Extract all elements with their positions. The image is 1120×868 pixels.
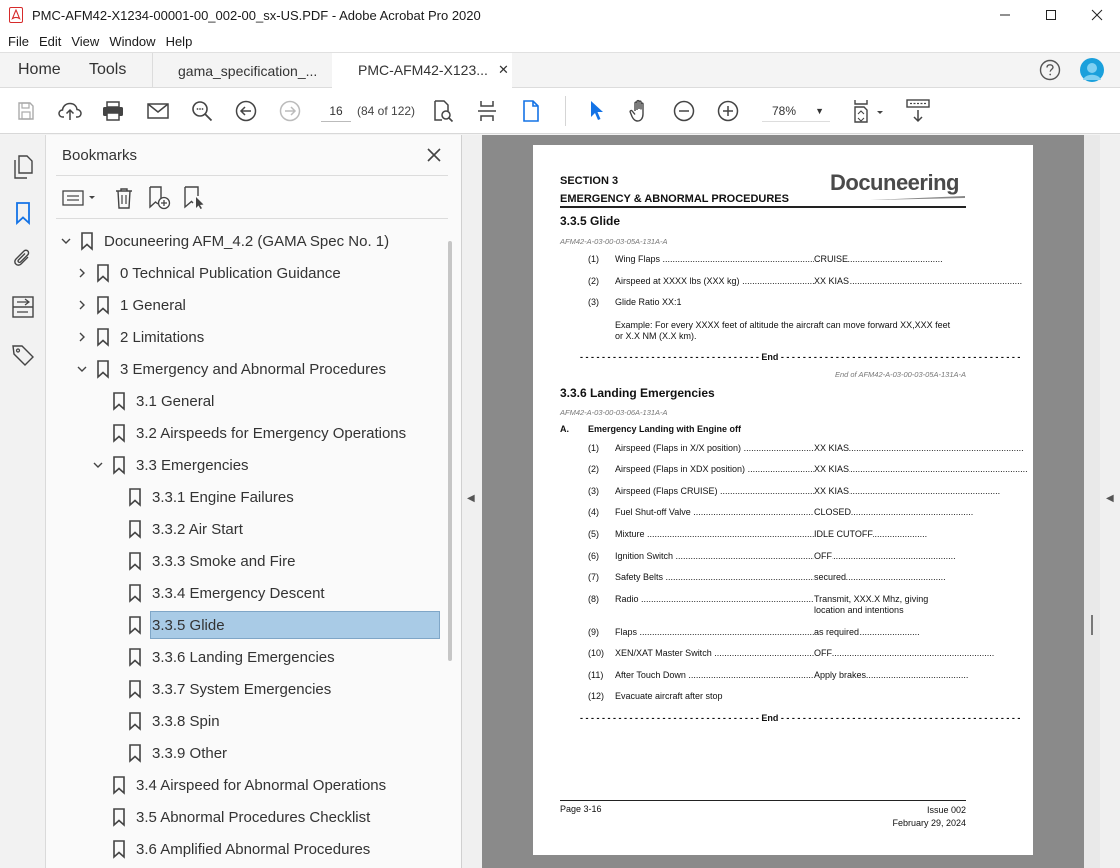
step-label bbox=[615, 551, 815, 561]
attachments-button[interactable] bbox=[11, 247, 35, 271]
bookmark-item[interactable] bbox=[90, 387, 214, 415]
page-layout-icon bbox=[477, 100, 497, 122]
step-label-text: Airspeed (Flaps in XDX position) bbox=[615, 464, 746, 474]
bookmark-item[interactable] bbox=[90, 771, 386, 799]
next-page-button[interactable] bbox=[278, 99, 302, 123]
bookmark-label: 0 Technical Publication Guidance bbox=[120, 264, 341, 282]
bookmark-icon bbox=[112, 424, 126, 442]
landing-heading: 3.3.6 Landing Emergencies bbox=[560, 386, 715, 400]
bookmark-label: 3 Emergency and Abnormal Procedures bbox=[120, 360, 386, 378]
step-value: OFF bbox=[814, 648, 832, 658]
tab-home[interactable]: Home bbox=[18, 61, 61, 78]
bookmarks-panel bbox=[46, 135, 462, 868]
tree-spacer bbox=[90, 841, 106, 857]
print-button[interactable] bbox=[101, 99, 125, 123]
step-value: IDLE CUTOFF bbox=[814, 529, 873, 539]
step-value: secured bbox=[814, 572, 847, 582]
chevron-right-icon[interactable] bbox=[74, 297, 90, 313]
document-scrollbar[interactable] bbox=[1084, 135, 1100, 868]
bookmark-label: 3.3.3 Smoke and Fire bbox=[152, 552, 296, 570]
new-bookmark-button[interactable] bbox=[147, 186, 171, 210]
step-label bbox=[615, 486, 815, 496]
menu-help[interactable]: Help bbox=[165, 33, 193, 49]
step-value: XX KIAS bbox=[814, 486, 850, 496]
bookmark-label: 3.2 Airspeeds for Emergency Operations bbox=[136, 424, 407, 442]
page-icon bbox=[522, 100, 540, 122]
menu-window[interactable]: Window bbox=[109, 33, 156, 49]
user-avatar[interactable] bbox=[1080, 58, 1104, 82]
compare-button[interactable] bbox=[11, 295, 35, 319]
footer-rule bbox=[560, 800, 966, 801]
docuneering-logo bbox=[830, 170, 959, 196]
tree-spacer bbox=[106, 649, 122, 665]
bookmark-item[interactable] bbox=[106, 643, 335, 671]
tree-spacer bbox=[106, 713, 122, 729]
bookmark-label: 2 Limitations bbox=[120, 328, 205, 346]
logo-swoosh-icon bbox=[870, 196, 965, 200]
bookmark-item[interactable] bbox=[74, 355, 386, 383]
compare-icon bbox=[12, 296, 34, 318]
bookmark-label: 3.3.1 Engine Failures bbox=[152, 488, 294, 506]
bookmark-icon bbox=[112, 808, 126, 826]
landing-dm-code: AFM42-A-03-00-03-06A-131A-A bbox=[560, 408, 668, 417]
bookmark-label: 3.3.9 Other bbox=[152, 744, 228, 762]
step-label bbox=[615, 254, 815, 264]
navigation-rail bbox=[0, 135, 46, 868]
close-icon[interactable] bbox=[424, 145, 444, 165]
zoom-out-icon bbox=[673, 100, 695, 122]
bookmark-label: 3.3.5 Glide bbox=[150, 611, 440, 639]
tree-spacer bbox=[106, 617, 122, 633]
step-number: (2) bbox=[588, 464, 599, 474]
chevron-down-icon[interactable] bbox=[58, 233, 74, 249]
tag-icon bbox=[11, 343, 35, 367]
footer-date: February 29, 2024 bbox=[892, 818, 966, 828]
menu-file[interactable]: File bbox=[8, 33, 29, 49]
hand-tool-button[interactable] bbox=[628, 99, 652, 123]
menu-bar bbox=[0, 30, 1120, 52]
bookmark-label: 3.3 Emergencies bbox=[136, 456, 249, 474]
tree-spacer bbox=[90, 425, 106, 441]
glide-end-marker: - - - - - - - - - - - - - - - - - - - - - - - - - - - - - - - - - End - - - - - - - - - - - - - - - - - - - - - - - - - - - - - - - - - - - - - - - - - - - - bbox=[580, 352, 1021, 362]
document-search-icon bbox=[432, 100, 454, 122]
document-view bbox=[482, 135, 1120, 868]
hand-icon bbox=[629, 99, 651, 123]
step-value: XX KIAS bbox=[814, 443, 850, 453]
glide-end-label: End bbox=[761, 352, 779, 362]
cloud-upload-icon bbox=[58, 100, 82, 122]
section-header bbox=[560, 172, 789, 208]
menu-edit[interactable]: Edit bbox=[38, 33, 62, 49]
step-number: (8) bbox=[588, 594, 599, 604]
bookmark-item[interactable] bbox=[90, 451, 249, 479]
step-number: (11) bbox=[588, 670, 604, 680]
bookmark-item[interactable] bbox=[90, 419, 406, 447]
tab-tools[interactable]: Tools bbox=[89, 61, 127, 78]
footer-page-number: Page 3-16 bbox=[560, 804, 602, 814]
step-label-text: Fuel Shut-off Valve bbox=[615, 507, 691, 517]
tab-close-icon[interactable]: ✕ bbox=[497, 62, 509, 77]
bookmark-item[interactable] bbox=[90, 835, 370, 863]
bookmarks-scrollbar[interactable] bbox=[446, 227, 456, 867]
upload-cloud-button[interactable] bbox=[58, 99, 82, 123]
bookmark-icon bbox=[112, 776, 126, 794]
step-number: (1) bbox=[588, 254, 599, 264]
bookmark-item[interactable] bbox=[106, 579, 325, 607]
minimize-icon bbox=[999, 9, 1011, 21]
step-number: (12) bbox=[588, 691, 605, 701]
step-number: (10) bbox=[588, 648, 605, 658]
scroll-indicator bbox=[1091, 615, 1093, 635]
acrobat-pdf-icon bbox=[8, 7, 24, 23]
save-button[interactable] bbox=[14, 99, 38, 123]
step-number: (2) bbox=[588, 276, 599, 286]
search-document-button[interactable] bbox=[431, 99, 455, 123]
tree-spacer bbox=[106, 521, 122, 537]
print-icon bbox=[102, 101, 124, 121]
landing-subsection-letter: A. bbox=[560, 424, 569, 434]
landing-end-label: End bbox=[761, 713, 779, 723]
step-number: (5) bbox=[588, 529, 599, 539]
bookmark-item[interactable] bbox=[74, 323, 204, 351]
step-label-text: Flaps bbox=[615, 627, 638, 637]
pdf-page bbox=[533, 145, 1033, 855]
trash-icon bbox=[114, 187, 134, 209]
tab-document-pmc[interactable] bbox=[332, 53, 512, 89]
step-label-text: Airspeed at XXXX lbs (XXX kg) bbox=[615, 276, 740, 286]
bookmark-icon bbox=[112, 840, 126, 858]
scrollbar-thumb[interactable] bbox=[448, 241, 452, 661]
bookmark-from-structure-button[interactable] bbox=[182, 186, 206, 210]
bookmark-label: 3.1 General bbox=[136, 392, 215, 410]
zoom-level-value: 78% bbox=[772, 104, 797, 118]
step-number: (1) bbox=[588, 443, 599, 453]
bookmark-item[interactable] bbox=[106, 739, 227, 767]
step-label-text: Wing Flaps bbox=[615, 254, 661, 264]
step-label bbox=[615, 648, 815, 658]
tree-spacer bbox=[90, 809, 106, 825]
step-number: (4) bbox=[588, 507, 599, 517]
page-number-input[interactable]: 16 bbox=[321, 100, 351, 122]
bookmark-item[interactable] bbox=[90, 803, 370, 831]
step-value: XX KIAS bbox=[814, 464, 850, 474]
glide-example: Example: For every XXXX feet of altitude the aircraft can move forward XX,XXX feet or X.X NM (X.X km). bbox=[615, 320, 951, 341]
bookmark-icon bbox=[128, 520, 142, 538]
maximize-icon bbox=[1045, 9, 1057, 21]
step-label bbox=[615, 691, 815, 701]
glide-heading: 3.3.5 Glide bbox=[560, 214, 621, 228]
step-label bbox=[615, 276, 815, 286]
step-label-text: Airspeed (Flaps in X/X position) bbox=[615, 443, 742, 453]
section-title: EMERGENCY & ABNORMAL PROCEDURES bbox=[560, 193, 789, 205]
tags-button[interactable] bbox=[11, 343, 35, 367]
footer-issue-number: Issue 002 bbox=[926, 805, 966, 815]
bookmark-label: Docuneering AFM_4.2 (GAMA Spec No. 1) bbox=[104, 232, 390, 250]
bookmark-cursor-icon bbox=[182, 186, 206, 210]
divider bbox=[56, 218, 448, 219]
bookmark-icon bbox=[128, 712, 142, 730]
previous-page-button[interactable] bbox=[234, 99, 258, 123]
arrow-left-circle-icon bbox=[235, 100, 257, 122]
chevron-right-icon[interactable] bbox=[74, 265, 90, 281]
select-tool-button[interactable] bbox=[585, 99, 609, 123]
step-value-continued: location and intentions bbox=[814, 605, 904, 615]
bookmark-icon bbox=[80, 232, 94, 250]
step-label bbox=[615, 627, 815, 637]
bookmark-add-icon bbox=[147, 186, 171, 210]
collapse-panel-icon[interactable]: ◀ bbox=[467, 493, 475, 504]
bookmark-icon bbox=[96, 328, 110, 346]
bookmark-item[interactable] bbox=[106, 547, 295, 575]
minimize-button[interactable] bbox=[982, 0, 1028, 30]
step-label bbox=[615, 670, 815, 680]
bookmark-icon bbox=[15, 202, 31, 224]
bookmark-icon bbox=[128, 680, 142, 698]
expand-panel-icon[interactable]: ◀ bbox=[1106, 493, 1114, 504]
bookmark-label: 3.3.7 System Emergencies bbox=[152, 680, 332, 698]
chevron-right-icon[interactable] bbox=[74, 329, 90, 345]
list-options-icon bbox=[62, 188, 98, 208]
bookmark-icon bbox=[112, 392, 126, 410]
bookmark-item[interactable] bbox=[58, 227, 389, 255]
bookmarks-panel-title: Bookmarks bbox=[62, 147, 138, 164]
menu-view[interactable]: View bbox=[71, 33, 100, 49]
step-value: Transmit, XXX.X Mhz, giving bbox=[814, 594, 929, 604]
step-label bbox=[615, 572, 815, 582]
step-label bbox=[615, 594, 815, 604]
close-window-button[interactable] bbox=[1074, 0, 1120, 30]
save-icon bbox=[16, 101, 36, 121]
window-title: PMC-AFM42-X1234-00001-00_002-00_sx-US.PDF - Adobe Acrobat Pro 2020 bbox=[32, 7, 481, 23]
glide-dm-code: AFM42-A-03-00-03-05A-131A-A bbox=[560, 237, 668, 246]
step-label bbox=[615, 297, 815, 307]
bookmark-icon bbox=[128, 744, 142, 762]
bookmark-label: 3.4 Airspeed for Abnormal Operations bbox=[136, 776, 387, 794]
step-label-text: Mixture bbox=[615, 529, 645, 539]
step-value: CRUISE bbox=[814, 254, 849, 264]
envelope-icon bbox=[147, 103, 169, 119]
bookmarks-button[interactable] bbox=[11, 201, 35, 225]
zoom-in-button[interactable] bbox=[716, 99, 740, 123]
landing-subsection-title: Emergency Landing with Engine off bbox=[588, 424, 742, 434]
bookmark-label: 3.5 Abnormal Procedures Checklist bbox=[136, 808, 371, 826]
read-mode-button[interactable] bbox=[906, 99, 930, 123]
step-number: (9) bbox=[588, 627, 599, 637]
bookmark-icon bbox=[96, 264, 110, 282]
search-icon bbox=[191, 100, 213, 122]
step-label bbox=[615, 464, 815, 474]
pages-icon bbox=[12, 155, 34, 179]
tree-spacer bbox=[106, 553, 122, 569]
tab-document-gama-label: gama_specification_... bbox=[178, 63, 318, 79]
help-icon[interactable] bbox=[1039, 59, 1061, 81]
bookmark-label: 3.3.4 Emergency Descent bbox=[152, 584, 325, 602]
step-number: (3) bbox=[588, 486, 599, 496]
single-page-view-button[interactable] bbox=[519, 99, 543, 123]
chevron-down-icon: ▼ bbox=[815, 106, 824, 116]
bookmark-icon bbox=[128, 616, 142, 634]
glide-end-of: End of AFM42-A-03-00-03-05A-131A-A bbox=[834, 370, 966, 379]
main-toolbar bbox=[0, 88, 1120, 134]
chevron-down-icon[interactable] bbox=[74, 361, 90, 377]
maximize-button[interactable] bbox=[1028, 0, 1074, 30]
page-thumbnails-button[interactable] bbox=[11, 155, 35, 179]
cursor-arrow-icon bbox=[589, 100, 605, 122]
tree-spacer bbox=[106, 585, 122, 601]
user-icon bbox=[1080, 58, 1104, 82]
footer-issue bbox=[892, 804, 966, 830]
bookmark-icon bbox=[128, 552, 142, 570]
header-rule bbox=[560, 206, 966, 208]
step-value: OFF bbox=[814, 551, 832, 561]
bookmark-label: 3.6 Amplified Abnormal Procedures bbox=[136, 840, 371, 858]
step-label-text: Safety Belts bbox=[615, 572, 664, 582]
arrow-right-circle-icon bbox=[279, 100, 301, 122]
step-label-text: Evacuate aircraft after stop bbox=[615, 691, 723, 701]
step-label-text: XEN/XAT Master Switch bbox=[615, 648, 712, 658]
step-value: CLOSED bbox=[814, 507, 852, 517]
landing-end-marker: - - - - - - - - - - - - - - - - - - - - - - - - - - - - - - - - - End - - - - - - - - - - - - - - - - - - - - - - - - - - - - - - - - - - - - - - - - - - - - bbox=[580, 713, 1021, 723]
page-layout-button[interactable] bbox=[475, 99, 499, 123]
toolbar-divider bbox=[565, 96, 566, 126]
step-label-text: Ignition Switch bbox=[615, 551, 674, 561]
step-value: XX KIAS bbox=[814, 276, 850, 286]
step-label-text: After Touch Down bbox=[615, 670, 686, 680]
step-value: Apply brakes bbox=[814, 670, 867, 680]
tree-spacer bbox=[106, 489, 122, 505]
step-label-text: Airspeed (Flaps CRUISE) bbox=[615, 486, 718, 496]
delete-bookmark-button[interactable] bbox=[114, 186, 134, 210]
step-number: (6) bbox=[588, 551, 599, 561]
zoom-out-button[interactable] bbox=[672, 99, 696, 123]
tree-spacer bbox=[90, 393, 106, 409]
tree-spacer bbox=[106, 681, 122, 697]
panel-splitter[interactable] bbox=[462, 135, 482, 868]
title-bar bbox=[0, 0, 1120, 30]
step-label bbox=[615, 507, 815, 517]
email-button[interactable] bbox=[146, 99, 170, 123]
fit-page-icon bbox=[851, 99, 885, 123]
logo-text: Docuneering bbox=[830, 170, 959, 195]
close-icon bbox=[1091, 9, 1103, 21]
step-value: as required bbox=[814, 627, 860, 637]
bookmark-icon bbox=[96, 360, 110, 378]
bookmark-label: 1 General bbox=[120, 296, 186, 314]
bookmark-item[interactable] bbox=[106, 483, 294, 511]
find-button[interactable] bbox=[190, 99, 214, 123]
zoom-level-dropdown[interactable] bbox=[762, 100, 830, 122]
bookmark-options-button[interactable] bbox=[62, 186, 98, 210]
right-panel-rail[interactable] bbox=[1100, 135, 1120, 868]
fit-page-button[interactable] bbox=[850, 99, 886, 123]
step-label-text: Radio bbox=[615, 594, 639, 604]
tab-document-gama[interactable] bbox=[153, 53, 331, 89]
step-number: (3) bbox=[588, 297, 599, 307]
tree-spacer bbox=[106, 745, 122, 761]
bookmark-item[interactable] bbox=[74, 259, 341, 287]
bookmark-label: 3.3.6 Landing Emergencies bbox=[152, 648, 335, 666]
paperclip-icon bbox=[13, 248, 33, 270]
tree-spacer bbox=[90, 777, 106, 793]
bookmark-item[interactable] bbox=[106, 675, 331, 703]
zoom-in-icon bbox=[717, 100, 739, 122]
bookmark-icon bbox=[112, 456, 126, 474]
chevron-down-icon[interactable] bbox=[90, 457, 106, 473]
divider bbox=[56, 175, 448, 176]
step-label-text: Glide Ratio XX:1 bbox=[615, 297, 682, 307]
bookmark-icon bbox=[128, 488, 142, 506]
bookmark-icon bbox=[128, 648, 142, 666]
bookmark-label: 3.3.8 Spin bbox=[152, 712, 220, 730]
bookmark-item[interactable] bbox=[106, 515, 243, 543]
bookmark-item[interactable] bbox=[106, 707, 220, 735]
bookmark-icon bbox=[128, 584, 142, 602]
bookmark-label: 3.3.2 Air Start bbox=[152, 520, 243, 538]
bookmark-item[interactable] bbox=[74, 291, 186, 319]
step-label bbox=[615, 529, 815, 539]
tab-bar bbox=[0, 52, 1120, 88]
step-number: (7) bbox=[588, 572, 599, 582]
bookmark-icon bbox=[96, 296, 110, 314]
bookmark-item[interactable] bbox=[100, 611, 440, 639]
step-label bbox=[615, 443, 815, 453]
section-number: SECTION 3 bbox=[560, 175, 619, 187]
scroll-mode-icon bbox=[906, 99, 930, 123]
page-count-label: (84 of 122) bbox=[357, 104, 416, 118]
tab-document-pmc-label: PMC-AFM42-X123... bbox=[358, 62, 488, 78]
